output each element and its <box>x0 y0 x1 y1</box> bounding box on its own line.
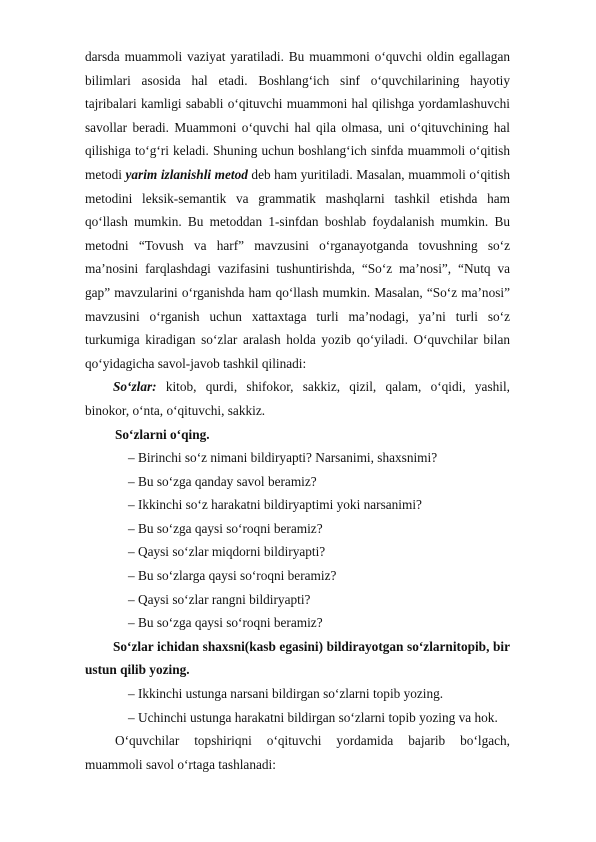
document-page <box>85 45 510 776</box>
emphasized-term: yarim izlanishli metod <box>125 166 248 182</box>
intro-text-end: deb ham yuritiladi. Masalan, muammoli o‘qitish metodini leksik-semantik va grammatik mashqlarni tashkil etishda ham qo‘llash mumkin. Bu metoddan 1-sinfdan boshlab foydalanish mumkin. Bu metodni “Tovush va harf” mavzusini o‘rganayotganda tovushning so‘z ma’nosini farqlashdagi vazifasini tushuntirishda, “So‘z ma’nosi”, “Nutq va gap” mavzularini o‘rganishda ham qo‘llash mumkin. Masalan, “So‘z ma’nosi” mavzusini o‘rganish uchun xattaxtaga turli ma’nodagi, ya’ni turli so‘z turkumiga kiradigan so‘zlar aralash holda yozib qo‘yiladi. O‘quvchilar bilan qo‘yidagicha savol-javob tashkil qilinadi: <box>85 166 510 371</box>
task2-list <box>85 682 510 729</box>
task2-item: – Ikkinchi ustunga narsani bildirgan so‘zlarni topib yozing. <box>128 686 444 702</box>
words-list: kitob, qurdi, shifokor, sakkiz, qizil, qalam, o‘qidi, yashil, binokor, o‘nta, o‘qituvchi, sakkiz. <box>85 379 510 418</box>
question-item: – Bu so‘zga qanday savol beramiz? <box>128 473 317 489</box>
task2-item: – Uchinchi ustunga harakatni bildirgan so‘zlarni topib yozing va hok. <box>128 709 498 725</box>
question-item: – Bu so‘zga qaysi so‘roqni beramiz? <box>128 520 323 536</box>
question-item: – Bu so‘zga qaysi so‘roqni beramiz? <box>128 615 323 631</box>
question-item: – Ikkinchi so‘z harakatni bildiryaptimi yoki narsanimi? <box>128 497 422 513</box>
closing-paragraph: O‘quvchilar topshiriqni o‘qituvchi yordamida bajarib bo‘lgach, muammoli savol o‘rtaga tashlanadi: <box>85 733 510 772</box>
words-paragraph <box>85 375 510 422</box>
question-item: – Bu so‘zlarga qaysi so‘roqni beramiz? <box>128 568 337 584</box>
task2-heading: So‘zlar ichidan shaxsni(kasb egasini) bildirayotgan so‘zlarnitopib, bir ustun qilib yozing. <box>85 638 510 678</box>
intro-text-start: darsda muammoli vaziyat yaratiladi. Bu muammoni o‘quvchi oldin egallagan bilimlari asosida hal etadi. Boshlang‘ich sinf o‘quvchilarining hayotiy tajribalari kamligi sababli o‘qituvchi muammoni hal qilishga yordamlashuvchi savollar beradi. Muammoni o‘quvchi hal qila olmasa, uni o‘qituvchining hal qilishiga to‘g‘ri keladi. Shuning uchun boshlang‘ich sinfda muammoli o‘qitish metodi <box>85 49 510 182</box>
intro-paragraph <box>85 45 510 375</box>
question-item: – Qaysi so‘zlar miqdorni bildiryapti? <box>128 544 326 560</box>
words-label: So‘zlar: <box>113 379 157 395</box>
task1-heading: So‘zlarni o‘qing. <box>115 426 210 442</box>
question-item: – Qaysi so‘zlar rangni bildiryapti? <box>128 591 311 607</box>
question-list <box>85 446 510 635</box>
question-item: – Birinchi so‘z nimani bildiryapti? Narsanimi, shaxsnimi? <box>128 450 438 466</box>
